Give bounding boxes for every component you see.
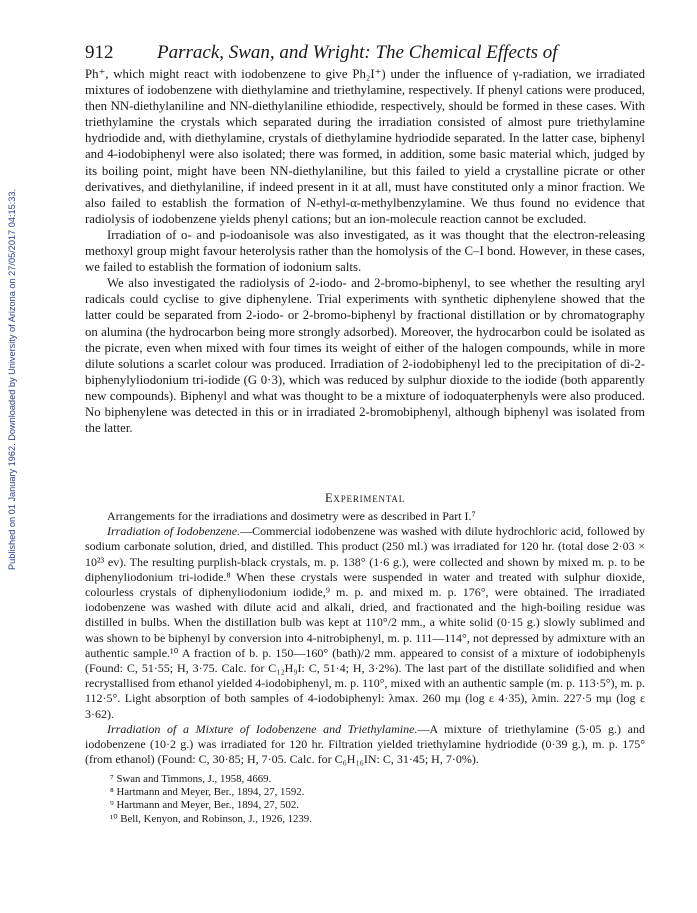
running-title: Parrack, Swan, and Wright: The Chemical Effects of <box>157 42 558 63</box>
paragraph-lead: Irradiation of a Mixture of Iodobenzene and Triethylamine. <box>107 721 418 736</box>
footnotes <box>110 773 550 826</box>
footnote: ¹⁰ Bell, Kenyon, and Robinson, J., 1926, 1239. <box>110 812 312 825</box>
paragraph: We also investigated the radiolysis of 2-iodo- and 2-bromo-biphenyl, to see whether the resulting aryl radicals could cyclise to give diphenylene. Trial experiments with synthetic diphenylene showed that the latter could be separated from 2-iodo- or 2-bromo-biphenyl by fractional distillation or by chromatography on alumina (the hydrocarbon being more strongly adsorbed). Moreover, the hydrocarbon could be isolated as the picrate, even when mixed with four times its weight of either of the halogen compounds, while in more dilute solutions a scarlet colour was produced. Irradiation of 2-iodobiphenyl led to the precipitation of di-2-biphenylyliodonium tri-iodide (G 0·3), which was reduced by sulphur dioxide to the iodide (both apparently new compounds). Biphenyl and what was thought to be a mixture of iodoquaterphenyls were also produced. No biphenylene was detected in this or in irradiated 2-bromobiphenyl, although biphenyl was isolated from the latter. <box>85 276 645 436</box>
download-notice-text: Published on 01 January 1962. Downloaded by University of Arizona on 27/05/2017 04:15:33. <box>7 188 17 570</box>
paragraph-lead: Irradiation of Iodobenzene. <box>107 524 241 539</box>
footnote: ⁹ Hartmann and Meyer, Ber., 1894, 27, 502. <box>110 799 299 812</box>
experimental-intro: Arrangements for the irradiations and dosimetry were as described in Part I.⁷ <box>107 509 476 523</box>
section-heading <box>85 491 645 506</box>
experimental-paragraph <box>85 722 645 768</box>
paragraph-text: —Commercial iodobenzene was washed with dilute hydrochloric acid, followed by sodium carbonate solution, dried, and distilled. This product (250 ml.) was irradiated for 120 hr. (total dose 2·03 × 10²³ ev). The resulting purplish-black crystals, m. p. 138° (1·6 g.), were collected and shown by mixed m. p. to be diphenyliodonium tri-iodide.⁸ When these crystals were suspended in water and treated with sulphur dioxide, colourless crystals of diphenyliodonium iodide,⁹ m. p. and mixed m. p. 176°, were obtained. The irradiated iodobenzene was washed with dilute acid and alkali, dried, and fractionated and the high-boiling residue was distilled in bulbs. When the distillation bulb was kept at 110°/2 mm., a white solid (0·15 g.) slowly sublimed and was shown to be biphenyl by conversion into 4-nitrobiphenyl, m. p. 111—114°, not depressed by admixture with an authentic sample.¹⁰ A fraction of b. p. 150—160° (bath)/2 mm. appeared to consist of a mixture of iodobiphenyls (Found: C, 51·55; H, 3·75. Calc. for C₁₂H₉I: C, 51·4; H, 3·2%). The last part of the distillate solidified and when recrystallised from ethanol yielded 4-iodobiphenyl, m. p. 110°, mixed with an authentic sample (m. p. 113·5°), m. p. 112·5°. Light absorption of both samples of 4-iodobiphenyl: λmax. 260 mμ (log ε 4·35), λmin. 227·5 mμ (log ε 3·62). <box>85 524 645 721</box>
footnote: ⁷ Swan and Timmons, J., 1958, 4669. <box>110 773 272 785</box>
section-heading-text: Experimental <box>324 491 405 505</box>
download-notice <box>7 188 21 584</box>
footnote: ⁸ Hartmann and Meyer, Ber., 1894, 27, 1592. <box>110 786 305 799</box>
page-header <box>85 42 645 64</box>
experimental-section <box>85 509 645 767</box>
body-text <box>85 66 645 436</box>
page-number: 912 <box>85 42 114 63</box>
paragraph: Irradiation of o- and p-iodoanisole was also investigated, as it was thought that the electron-releasing methoxyl group might favour heterolysis rather than the homolysis of the C–I bond. However, in these cases, we failed to establish the formation of iodonium salts. <box>85 227 645 275</box>
paragraph: Ph⁺, which might react with iodobenzene to give Ph₂I⁺) under the influence of γ-radiation, we irradiated mixtures of iodobenzene with diethylamine and triethylamine, respectively. If phenyl cations were produced, then NN-diethylaniline and NN-diethylaniline ethiodide, respectively, should be formed in these cases. With triethylamine the crystals which separated during the irradiation consisted of almost pure triethylamine hydriodide and, with diethylamine, crystals of diethylamine hydriodide separated. In the latter case, biphenyl and 4-iodobiphenyl were also isolated; there was formed, in addition, some basic material which, judged by its boiling point, might have been NN-diethylaniline, but this failed to yield a crystalline picrate or other derivatives, and diethylaniline, if indeed present in it at all, must have constituted only a minor fraction. We also failed to establish the formation of N-ethyl-α-methylbenzylamine. We thus found no evidence that radiolysis of iodobenzene yields phenyl cations; but an ion-molecule reaction cannot be excluded. <box>85 67 645 226</box>
paragraph-text: —A mixture of triethylamine (5·05 g.) and iodobenzene (10·2 g.) was irradiated for 120 hr. Filtration yielded triethylamine hydriodide (0·39 g.), m. p. 175° (from ethanol) (Found: C, 30·85; H, 7·05. Calc. for C₆H₁₆IN: C, 31·45; H, 7·0%). <box>85 721 646 767</box>
experimental-paragraph <box>85 524 645 722</box>
